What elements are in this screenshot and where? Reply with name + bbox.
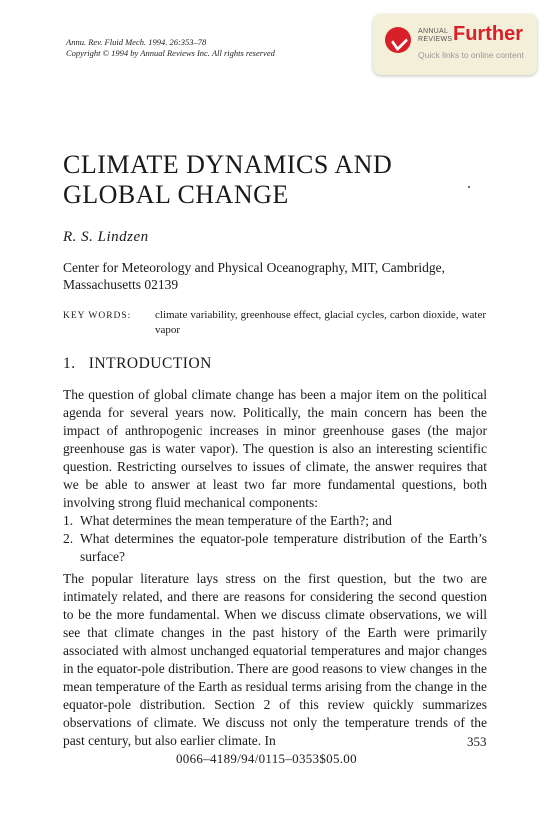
section-heading — [63, 355, 212, 373]
page-number: 353 — [467, 734, 487, 749]
list-item-text: What determines the equator-pole temperature distribution of the Earth’s surface? — [80, 531, 487, 564]
intro-paragraph-1: The question of global climate change has been a major item on the political agenda for several years now. Politically, the main concern has been the impact of anthropogenic increases in minor greenhouse gases (the major greenhouse gas is water vapor). The question is also an interesting scientific question. Restricting ourselves to issues of climate, the answer requires that we be able to answer at least two far more fundamental questions, both involving strong fluid mechanical components: — [63, 387, 487, 510]
further-badge[interactable] — [373, 14, 537, 75]
author-affiliation: Center for Meteorology and Physical Oceanography, MIT, Cambridge, Massachusetts 02139 — [63, 260, 446, 292]
copyright-line: Copyright © 1994 by Annual Reviews Inc. All rights reserved — [66, 48, 275, 58]
author-name: R. S. Lindzen — [63, 229, 149, 245]
question-list — [63, 512, 487, 566]
keywords-label: KEY WORDS: — [63, 311, 132, 321]
badge-further-label: Further — [453, 23, 523, 45]
stray-dot — [468, 186, 470, 188]
issn-footer: 0066–4189/94/0115–0353$05.00 — [176, 751, 357, 766]
article-title: CLIMATE DYNAMICS AND GLOBAL CHANGE — [63, 150, 393, 209]
section-title: INTRODUCTION — [88, 355, 212, 372]
annual-reviews-logo-icon — [385, 27, 411, 53]
list-item — [63, 512, 487, 530]
list-item-number: 2. — [63, 531, 74, 546]
section-number: 1. — [63, 355, 76, 372]
keywords-text: climate variability, greenhouse effect, glacial cycles, carbon dioxide, water vapor — [155, 309, 486, 336]
badge-publisher-label: ANNUAL REVIEWS — [418, 28, 453, 43]
intro-paragraph-2: The popular literature lays stress on the first question, but the two are intimately related, and there are reasons for considering the second question to be the more fundamental. When we discuss climate observations, we will see that climate changes in the past history of the Earth were primarily associated with almost unchanged equatorial temperatures and major changes in the equator-pole distribution. There are good reasons to view changes in the mean temperature of the Earth as residual terms arising from the change in the equator-pole distribution. Section 2 of this review quickly summarizes observations of climate. We discuss not only the temperature trends of the past century, but also earlier climate. In — [63, 571, 487, 748]
badge-subtitle: Quick links to online content — [418, 50, 524, 60]
journal-header — [66, 37, 275, 59]
list-item — [63, 530, 487, 566]
citation-line: Annu. Rev. Fluid Mech. 1994. 26:353–78 — [66, 37, 207, 47]
list-item-number: 1. — [63, 513, 74, 528]
list-item-text: What determines the mean temperature of the Earth?; and — [80, 513, 392, 528]
